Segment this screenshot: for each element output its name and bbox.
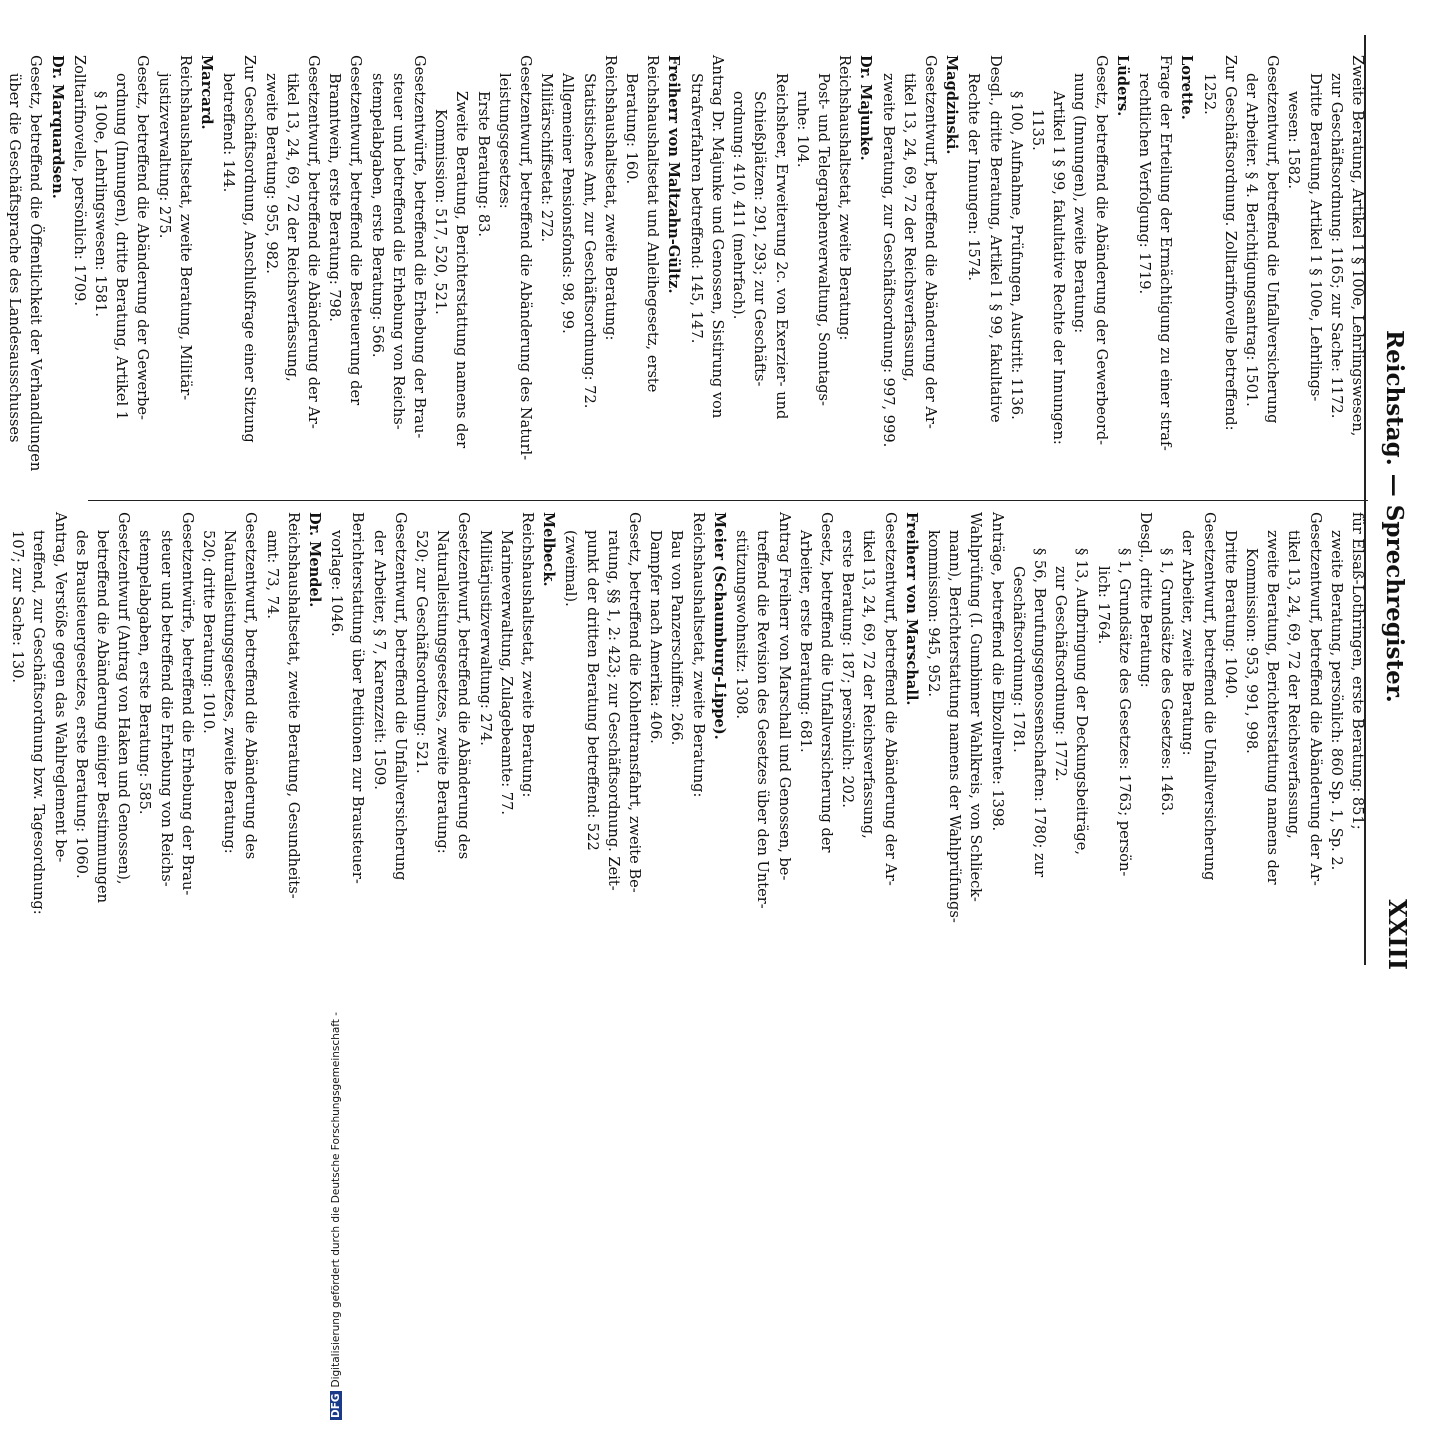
entry-line: leistungsgesetzes:: [495, 73, 513, 209]
entry-line: 107; zur Sache: 130.: [9, 530, 27, 684]
entry-line: Erste Beratung: 83.: [474, 91, 492, 238]
entry-line: Statistisches Amt, zur Geschäftsordnung: 72.: [580, 73, 598, 409]
entry-line: treffend die Revision des Gesetzes über den Unter-: [754, 530, 772, 909]
entry-line: stempelabgaben, erste Beratung: 585.: [136, 530, 154, 815]
entry-line: Antrag Freiherr von Marschall und Genossen, be-: [775, 512, 793, 881]
entry-line: Rechte der Innungen: 1574.: [965, 73, 983, 282]
entry-line: Arbeiter, erste Beratung: 681.: [796, 530, 814, 753]
entry-line: Antrag, Verstöße gegen das Wahlreglement be-: [51, 512, 69, 863]
entry-line: Gesetzentwurf, betreffend die Abänderung des: [455, 512, 473, 860]
entry-line: Reichsheer, Erweiterung 2c. von Exerzier- und: [772, 73, 790, 420]
entry-line: Desgl., dritte Beratung, Artikel 1 § 99, fakultative: [986, 55, 1004, 423]
register-entry: [1198, 55, 1368, 507]
entry-line: zur Geschäftsordnung: 1772.: [1052, 566, 1070, 782]
register-entry: [326, 512, 559, 964]
entry-line: Reichshaushaltsetat und Anleihegesetz, erste: [644, 55, 662, 393]
entry-line: punkt der dritten Beratung betreffend: 522: [583, 530, 601, 851]
entry-line: über die Geschäftsprache des Landesausschusses: [6, 73, 24, 443]
entry-line: Zolltarifnovelle, persönlich: 1709.: [70, 55, 88, 307]
entry-line: Beratung: 160.: [623, 73, 641, 185]
entry-line: Gesetz, betreffend die Kohlentransfahrt, zweite Be-: [626, 512, 644, 893]
entry-line: Antrag Dr. Majunke und Genossen, Sistirung von: [708, 55, 726, 419]
entry-line: Dampfer nach Amerika: 406.: [647, 530, 665, 744]
entry-line: wesen: 1582.: [1285, 91, 1303, 189]
entry-line: § 100e, Lehrlingswesen: 1581.: [92, 91, 110, 317]
speaker-name: Freiherr von Marschall.: [902, 512, 920, 706]
entry-line: ordnung: 410, 411 (mehrfach).: [730, 91, 748, 320]
speaker-name: Marcard.: [198, 55, 216, 130]
entry-line: tikel 13, 24, 69, 72 der Reichsverfassung,: [1285, 530, 1303, 839]
speaker-name: Dr. Marquardsen.: [48, 55, 66, 199]
entry-line: vorlage: 1046.: [328, 530, 346, 637]
speaker-name: Dr. Mendel.: [306, 512, 324, 608]
entry-line: Gesetzentwurf, betreffend die Abänderung der Ar-: [1306, 512, 1324, 886]
entry-line: stempelabgaben, erste Beratung: 566.: [368, 73, 386, 358]
speaker-name: Melbeck.: [540, 512, 558, 587]
entry-line: Gesetzentwürfe, betreffend die Erhebung der Brau-: [178, 512, 196, 896]
entry-line: Strafverfahren betreffend: 145, 147.: [687, 73, 705, 344]
entry-line: Kommission: 953, 991, 998.: [1242, 548, 1260, 754]
page-header: [1362, 0, 1422, 1000]
entry-line: tikel 13, 24, 69, 72 der Reichsverfassung,: [283, 73, 301, 382]
entry-line: Militärschiffsetat: 272.: [538, 73, 556, 243]
entry-line: ruhe: 104.: [793, 91, 811, 168]
right-column: [6, 512, 1368, 964]
entry-line: steuer und betreffend die Erhebung von Reichs-: [157, 530, 175, 887]
entry-line: Frage der Erteilung der Ermächtigung zu einer straf-: [1157, 55, 1175, 451]
entry-line: Gesetz, betreffend die Unfallversicherung der: [817, 512, 835, 853]
entry-line: der Arbeiter, zweite Beratung:: [1179, 530, 1197, 756]
register-entry: [4, 55, 68, 507]
entry-line: Schießplätzen: 291, 293; zur Geschäfts-: [751, 91, 769, 387]
entry-line: Zur Geschäftsordnung. Zolltarifnovelle betreffend:: [1221, 55, 1239, 431]
entry-line: § 100, Aufnahme, Prüfungen, Austritt: 1136.: [1007, 91, 1025, 420]
entry-line: Dritte Beratung: 1040.: [1221, 530, 1239, 699]
page-number: XXIII: [1383, 899, 1412, 970]
entry-line: Gesetz, betreffend die Öffentlichkeit der Verhandlungen: [27, 55, 45, 472]
entry-line: Reichshaushaltsetat, zweite Beratung:: [601, 55, 619, 341]
footer-credit: [330, 420, 342, 1420]
entry-line: Post- und Telegraphenverwaltung, Sonntags-: [814, 73, 832, 406]
entry-line: Gesetzentwurf, betreffend die Unfallversicherung: [1200, 512, 1218, 881]
entry-line: treffend, zur Geschäftsordnung bzw. Tagesordnung:: [30, 530, 48, 915]
register-entry: [218, 55, 684, 507]
entry-line: zweite Beratung, persönlich: 860 Sp. 1, Sp. 2.: [1327, 530, 1345, 871]
register-entry: [1134, 55, 1198, 507]
entry-line: Branntwein, erste Beratung: 798.: [326, 73, 344, 322]
left-column: [3, 55, 1368, 507]
entry-line: Reichshaushaltsetat, zweite Beratung:: [689, 512, 707, 798]
entry-line: Wahlprüfung (I. Gumbinner Wahlkreis, von Schlieck-: [967, 512, 985, 902]
entry-line: Naturalleistungsgesetzes, zweite Beratung:: [221, 530, 239, 854]
entry-line: Gesetzentwurf, betreffend die Abänderung der Ar-: [881, 512, 899, 886]
entry-line: 1252.: [1200, 73, 1218, 115]
entry-line: Gesetzentwurf, betreffend die Unfallversicherung: [391, 512, 409, 881]
entry-line: Zur Geschäftsordnung, Anschlußfrage einer Sitzung: [241, 55, 259, 443]
entry-line: kommission: 945, 952.: [924, 530, 942, 697]
entry-line: Marineverwaltung, Zulagebeamte: 77.: [497, 530, 515, 815]
entry-line: des Brausteuergesetzes, erste Beratung: 1060.: [72, 530, 90, 879]
entry-line: Berichterstattung über Petitionen zur Brausteuer-: [349, 512, 367, 884]
entry-line: tikel 13, 24, 69, 72 der Reichsverfassung,: [900, 73, 918, 382]
entry-line: amt: 73, 74.: [263, 530, 281, 620]
entry-line: Zweite Beratung, Artikel 1 § 100e, Lehrlingswesen,: [1349, 55, 1366, 437]
register-entry: [877, 55, 962, 507]
entry-line: Reichshaushaltsetat, zweite Beratung:: [519, 512, 537, 798]
speaker-name: Lüders.: [1113, 55, 1131, 117]
entry-line: Gesetzentwurf, betreffend die Abänderung des Naturl-: [517, 55, 535, 461]
entry-line: betreffend die Abänderung einiger Bestimmungen: [94, 530, 112, 904]
entry-line: mann), Berichterstattung namens der Wahlprüfungs-: [946, 530, 964, 923]
entry-line: justizverwaltung: 275.: [155, 73, 173, 239]
entry-line: Dritte Beratung, Artikel 1 § 100e, Lehrlings-: [1306, 73, 1324, 402]
entry-line: Gesetzentwürfe, betreffend die Erhebung der Brau-: [411, 55, 429, 439]
entry-line: Gesetz, betreffend die Abänderung der Gewerbeord-: [1092, 55, 1110, 446]
entry-line: zweite Beratung: 955, 982.: [262, 73, 280, 274]
column-divider: [88, 500, 1368, 501]
entry-line: ordnung (Innungen), dritte Beratung, Artikel 1: [113, 73, 131, 421]
entry-line: Gesetzentwurf, betreffend die Abänderung des: [242, 512, 260, 860]
entry-line: rechtlichen Verfolgung: 1719.: [1135, 73, 1153, 295]
entry-line: 1135.: [1028, 109, 1046, 151]
page-title: Reichstag. — Sprechregister.: [1381, 330, 1408, 703]
speaker-name: Magdzinski.: [943, 55, 961, 155]
entry-line: der Arbeiter, § 7, Karenzzeit: 1509.: [370, 530, 388, 790]
entry-line: (zweimal).: [562, 530, 580, 607]
entry-line: § 1, Grundsätze des Gesetzes: 1763; persön-: [1115, 548, 1133, 877]
entry-line: zweite Beratung, Berichterstattung namens der: [1264, 530, 1282, 885]
speaker-name: Freiherr von Maltzahn-Gültz.: [665, 55, 683, 294]
entry-line: Gesetzentwurf, betreffend die Besteuerung der: [347, 55, 365, 406]
entry-line: Desgl., dritte Beratung:: [1136, 512, 1154, 688]
entry-line: Reichshaushaltsetat, zweite Beratung, Gesundheits-: [284, 512, 302, 899]
register-entry: [69, 55, 217, 507]
entry-line: tikel 13, 24, 69, 72 der Reichsverfassung,: [860, 530, 878, 839]
register-entry: [686, 55, 877, 507]
entry-line: stützungswohnsitz: 1308.: [733, 530, 751, 720]
entry-line: § 13, Aufbringung der Deckungsbeiträge,: [1073, 548, 1091, 856]
entry-line: § 56, Berufungsgenossenschaften: 1780; zur: [1030, 548, 1048, 878]
entry-line: Zweite Beratung, Berichterstattung namens der: [453, 91, 471, 449]
entry-line: Allgemeiner Pensionsfonds: 98, 99.: [559, 73, 577, 334]
entry-line: Artikel 1 § 99, fakultative Rechte der Innungen:: [1050, 91, 1068, 445]
entry-line: nung (Innungen), zweite Beratung:: [1071, 73, 1089, 334]
dfg-logo: DFG: [330, 1393, 342, 1418]
register-entry: [731, 512, 922, 964]
entry-line: Gesetzentwurf, betreffend die Abänderung der Ar-: [921, 55, 939, 429]
entry-line: Naturalleistungsgesetzes, zweite Beratung:: [434, 530, 452, 854]
entry-line: ratung, §§ 1, 2: 423; zur Geschäftsordnung. Zeit-: [604, 530, 622, 891]
entry-line: Militärjustizverwaltung: 274.: [476, 530, 494, 746]
entry-line: Gesetzentwurf, betreffend die Unfallversicherung: [1264, 55, 1282, 424]
speaker-name: Dr. Majunke.: [857, 55, 875, 161]
speaker-name: Meier (Schaumburg-Lippe).: [710, 512, 728, 740]
entry-line: zweite Beratung, zur Geschäftsordnung: 997, 999.: [879, 73, 897, 448]
entry-line: erste Beratung: 187; persönlich: 202.: [839, 530, 857, 808]
entry-line: Reichshaushaltsetat, zweite Beratung, Militär-: [176, 55, 194, 401]
entry-line: § 1, Grundsätze des Gesetzes: 1463.: [1158, 548, 1176, 816]
entry-line: für Elsaß-Lothringen, erste Beratung: 851;: [1349, 512, 1366, 830]
entry-line: 520; dritte Beratung: 1010.: [200, 530, 218, 734]
entry-line: 520; zur Geschäftsordnung: 521.: [413, 530, 431, 774]
entry-line: Gesetzentwurf (Antrag von Haken und Genossen),: [115, 512, 133, 885]
entry-line: Kommission: 517, 520, 521.: [432, 109, 450, 315]
entry-line: Anträge, betreffend die Elbzollrente: 1398.: [988, 512, 1006, 832]
register-entry: [7, 512, 325, 964]
entry-line: Reichshaushaltsetat, zweite Beratung:: [836, 55, 854, 341]
entry-line: betreffend: 144.: [220, 73, 238, 193]
entry-line: Gesetzentwurf, betreffend die Abänderung der Ar-: [305, 55, 323, 429]
entry-line: der Arbeiter. § 4. Berichtigungsantrag: 1501.: [1242, 73, 1260, 407]
entry-line: lich: 1764.: [1094, 566, 1112, 645]
entry-line: Bau von Panzerschiffen: 266.: [668, 530, 686, 746]
entry-line: zur Geschäftsordnung: 1165; zur Sache: 1172.: [1327, 73, 1345, 419]
footer-credit-text: Digitalisierung gefördert durch die Deutsche Forschungsgemeinschaft -: [330, 1011, 342, 1388]
register-entry: [560, 512, 730, 964]
entry-line: Geschäftsordnung: 1781.: [1009, 566, 1027, 753]
speaker-name: Lorette.: [1178, 55, 1196, 120]
entry-line: Gesetz, betreffend die Abänderung der Gewerbe-: [134, 55, 152, 420]
entry-line: steuer und betreffend die Erhebung von Reichs-: [389, 73, 407, 430]
